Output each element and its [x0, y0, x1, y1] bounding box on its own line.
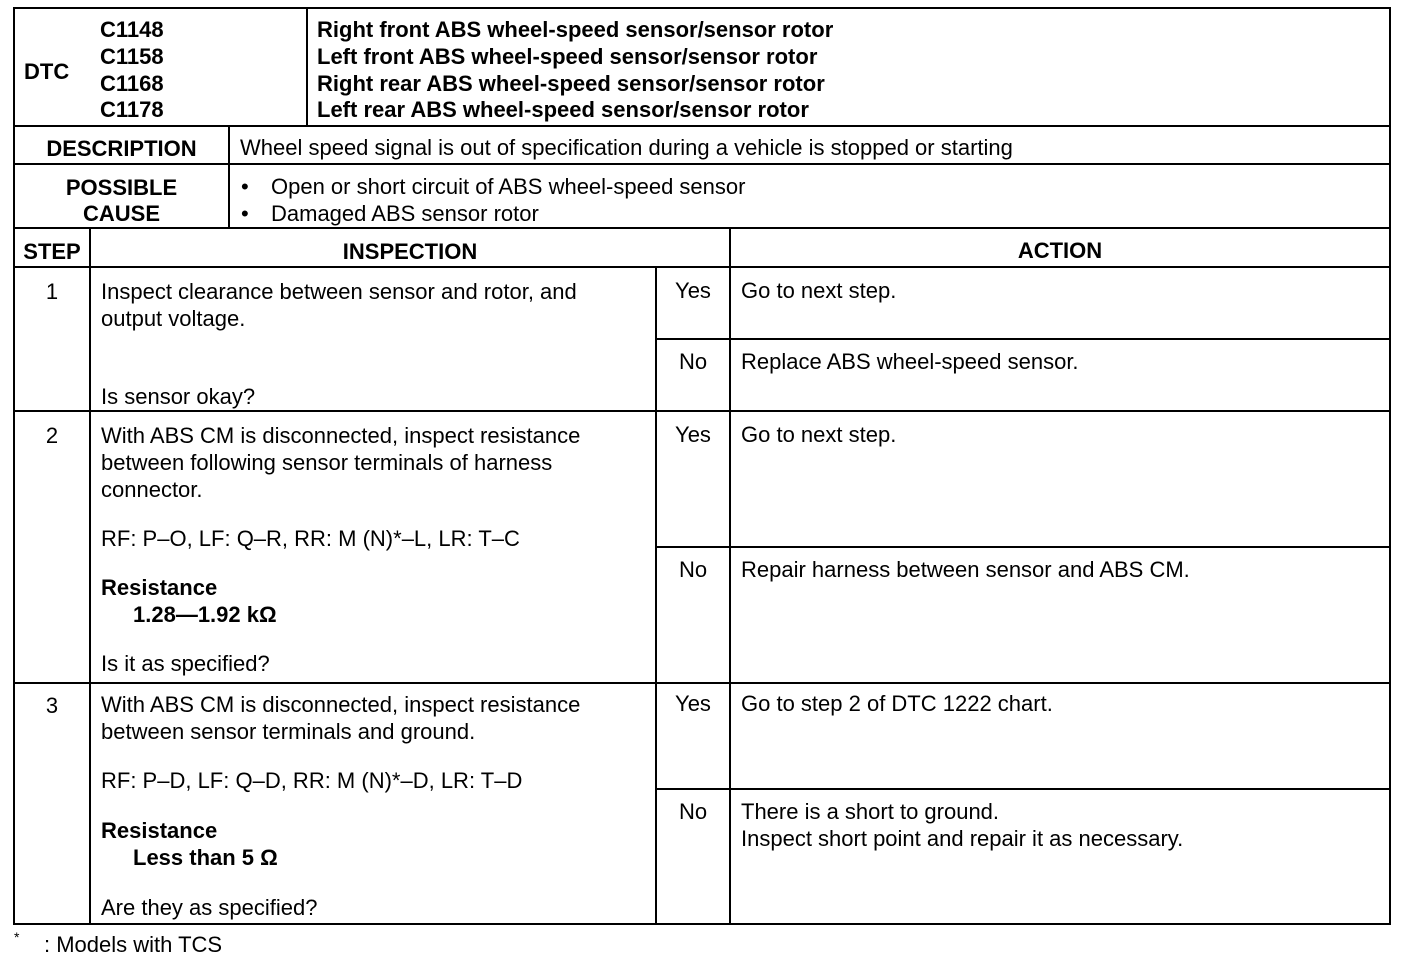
step-3-yes: Yes	[675, 691, 711, 716]
step-3-question: Are they as specified?	[101, 895, 318, 920]
dtc-description-1: Right front ABS wheel-speed sensor/sensor rotor	[317, 17, 834, 42]
step-2-question: Is it as specified?	[101, 651, 270, 676]
rule-action-divider	[729, 227, 731, 925]
possible-cause-item: • Open or short circuit of ABS wheel-speed sensor	[271, 173, 745, 200]
rule-step1-bottom	[13, 410, 1391, 412]
step-3-no-action-line: Inspect short point and repair it as necessary.	[741, 826, 1184, 851]
dtc-label: DTC	[24, 59, 70, 84]
rule-dtc-bottom	[13, 125, 1391, 127]
description-text: Wheel speed signal is out of specification during a vehicle is stopped or starting	[240, 135, 1013, 160]
step-2-spec-label: Resistance	[101, 575, 218, 600]
possible-cause-label-line2: CAUSE	[82, 201, 160, 226]
possible-cause-item: • Damaged ABS sensor rotor	[271, 200, 539, 227]
dtc-description-2: Left front ABS wheel-speed sensor/sensor rotor	[317, 44, 818, 69]
step-2-spec-value: 1.28—1.92 kΩ	[133, 602, 277, 627]
dtc-description-3: Right rear ABS wheel-speed sensor/sensor rotor	[317, 71, 825, 96]
step-2-no: No	[678, 557, 708, 582]
header-inspection: INSPECTION	[342, 239, 478, 264]
dtc-code-2: C1158	[100, 44, 164, 69]
header-action: ACTION	[1017, 238, 1103, 263]
rule-label-divider	[228, 125, 230, 229]
dtc-code-3: C1168	[100, 71, 164, 96]
description-label: DESCRIPTION	[46, 136, 197, 161]
step-1-yes-action: Go to next step.	[741, 278, 897, 303]
rule-step3-yesno	[655, 788, 1391, 790]
step-3-spec-label: Resistance	[101, 818, 218, 843]
rule-header-bottom	[13, 266, 1391, 268]
step-1-question: Is sensor okay?	[101, 384, 256, 409]
rule-step2-bottom	[13, 682, 1391, 684]
step-3-terminals: RF: P–D, LF: Q–D, RR: M (N)*–D, LR: T–D	[101, 768, 523, 793]
step-2-terminals: RF: P–O, LF: Q–R, RR: M (N)*–L, LR: T–C	[101, 526, 520, 551]
rule-step-divider	[89, 227, 91, 925]
step-2-yes-action: Go to next step.	[741, 422, 897, 447]
step-3-inspection-line: between sensor terminals and ground.	[101, 719, 476, 744]
step-3-inspection-line: With ABS CM is disconnected, inspect resistance	[101, 692, 581, 717]
step-1-number: 1	[45, 279, 59, 304]
rule-step2-yesno	[655, 546, 1391, 548]
step-2-no-action: Repair harness between sensor and ABS CM.	[741, 557, 1190, 582]
rule-step1-yesno	[655, 338, 1391, 340]
step-2-yes: Yes	[675, 422, 711, 447]
footnote-mark: *	[14, 929, 20, 945]
step-2-inspection-line: With ABS CM is disconnected, inspect resistance	[101, 423, 581, 448]
step-3-no-action-line: There is a short to ground.	[741, 799, 1000, 824]
step-1-yes: Yes	[675, 278, 711, 303]
step-2-number: 2	[45, 423, 59, 448]
step-1-no-action: Replace ABS wheel-speed sensor.	[741, 349, 1079, 374]
step-3-yes-action: Go to step 2 of DTC 1222 chart.	[741, 691, 1053, 716]
dtc-code-1: C1148	[100, 17, 164, 42]
possible-cause-label-line1: POSSIBLE	[65, 175, 178, 200]
rule-dtc-divider	[306, 7, 308, 127]
step-3-number: 3	[45, 693, 59, 718]
dtc-code-4: C1178	[100, 97, 164, 122]
step-1-inspection-line: Inspect clearance between sensor and rotor, and	[101, 279, 577, 304]
footnote-text: : Models with TCS	[44, 932, 223, 957]
step-3-no: No	[678, 799, 708, 824]
dtc-description-4: Left rear ABS wheel-speed sensor/sensor rotor	[317, 97, 809, 122]
rule-description-bottom	[13, 163, 1391, 165]
step-2-inspection-line: connector.	[101, 477, 203, 502]
step-1-inspection-line: output voltage.	[101, 306, 246, 331]
step-2-inspection-line: between following sensor terminals of harness	[101, 450, 553, 475]
step-3-spec-value: Less than 5 Ω	[133, 845, 278, 870]
rule-cause-bottom	[13, 227, 1391, 229]
header-step: STEP	[23, 239, 81, 264]
step-1-no: No	[678, 349, 708, 374]
